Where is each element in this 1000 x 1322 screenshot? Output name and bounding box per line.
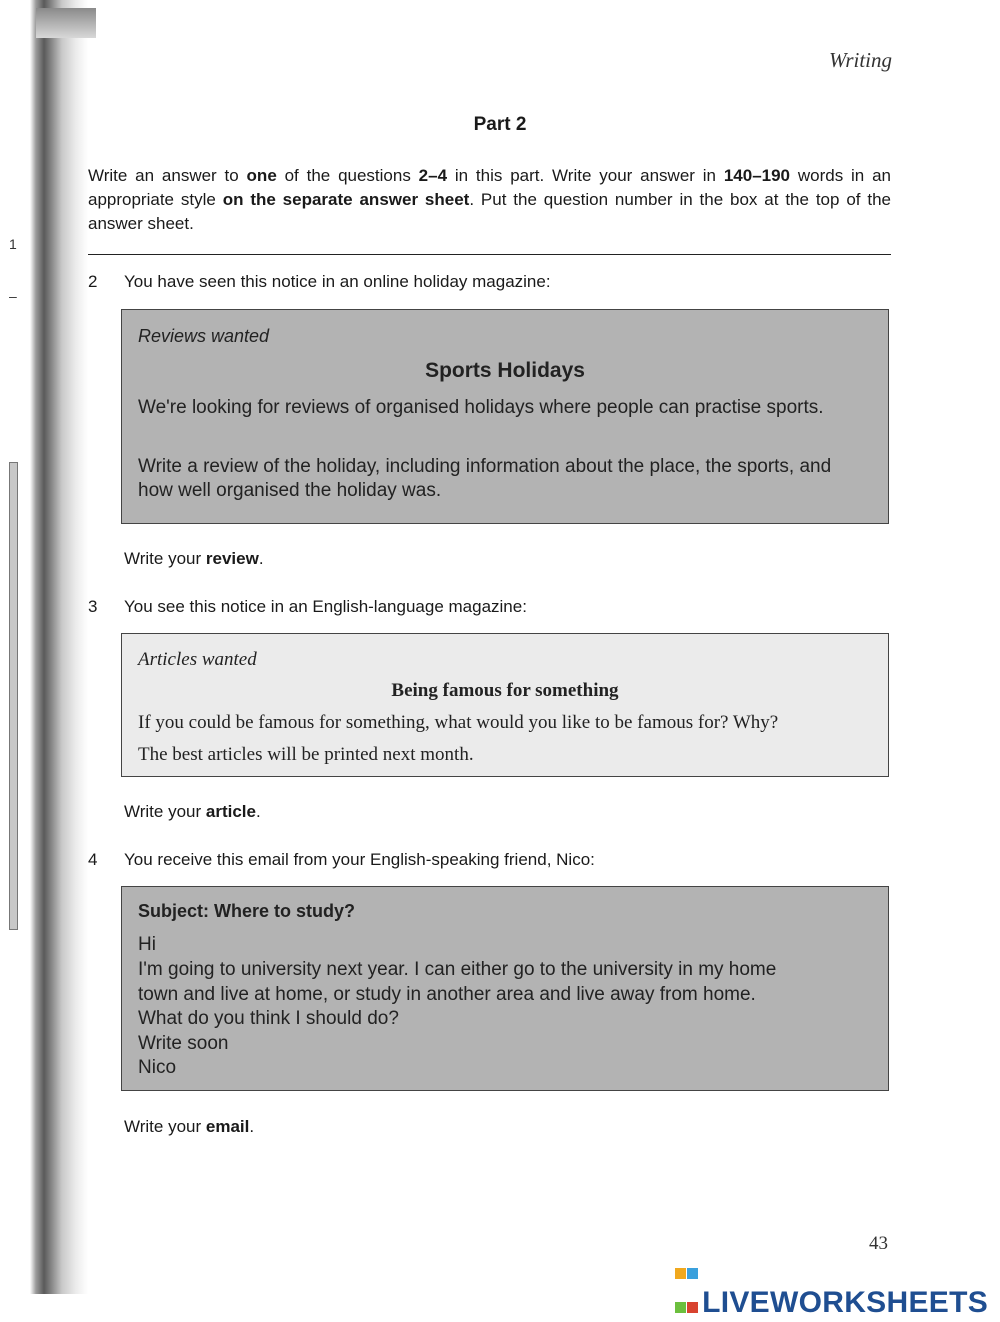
notice-paragraph: We're looking for reviews of organised holidays where people can practise sports.: [138, 397, 824, 418]
question-number: 2: [88, 272, 98, 291]
liveworksheets-logo-icon: [675, 1254, 699, 1278]
notice-heading: Articles wanted: [138, 649, 257, 670]
notice-paragraph: If you could be famous for something, what would you like to be famous for? Why?: [138, 712, 779, 733]
notice-title: Sports Holidays: [425, 359, 585, 382]
task-instruction: Write your article.: [124, 802, 261, 821]
email-line: Write soon: [138, 1033, 229, 1054]
question-prompt: You see this notice in an English-language magazine:: [124, 597, 527, 616]
brand-name: LIVEWORKSHEETS: [702, 1286, 988, 1319]
margin-bar: [9, 462, 18, 930]
notice-heading: Reviews wanted: [138, 326, 270, 346]
section-divider: [88, 254, 891, 255]
email-line: What do you think I should do?: [138, 1008, 399, 1029]
margin-mark: –: [9, 288, 17, 304]
question-number: 4: [88, 850, 98, 869]
liveworksheets-brand[interactable]: [675, 1254, 988, 1320]
email-line: Nico: [138, 1057, 177, 1078]
notice-title: Being famous for something: [391, 680, 619, 701]
email-line: I'm going to university next year. I can either go to the university in my home: [138, 959, 777, 980]
email-subject: Subject: Where to study?: [138, 901, 356, 921]
question-prompt: You receive this email from your English-speaking friend, Nico:: [124, 850, 595, 869]
notice-paragraph: Write a review of the holiday, including information about the place, the sports, and how well organised the holiday was.: [138, 456, 832, 501]
notice-paragraph: The best articles will be printed next month.: [138, 744, 474, 765]
task-instruction: Write your review.: [124, 549, 264, 568]
question-number: 3: [88, 597, 98, 616]
page-binding-top: [36, 8, 96, 38]
notice-box-sports-holidays: [121, 309, 889, 524]
instructions: Write an answer to one of the questions 2–4 in this part. Write your answer in 140–190 words in an appropriate style on the separate answer sheet. Put the question number in the box at the top of the answer sheet.: [88, 166, 891, 233]
email-line: town and live at home, or study in another area and live away from home.: [138, 984, 756, 1005]
running-head: Writing: [828, 48, 892, 72]
notice-box-articles-wanted: [121, 633, 889, 777]
email-box: [121, 886, 889, 1091]
email-line: Hi: [138, 934, 156, 955]
margin-mark: 1: [9, 236, 17, 252]
question-prompt: You have seen this notice in an online holiday magazine:: [124, 272, 551, 291]
task-instruction: Write your email.: [124, 1117, 255, 1136]
page-number: 43: [869, 1233, 888, 1254]
part-title: Part 2: [473, 114, 527, 135]
